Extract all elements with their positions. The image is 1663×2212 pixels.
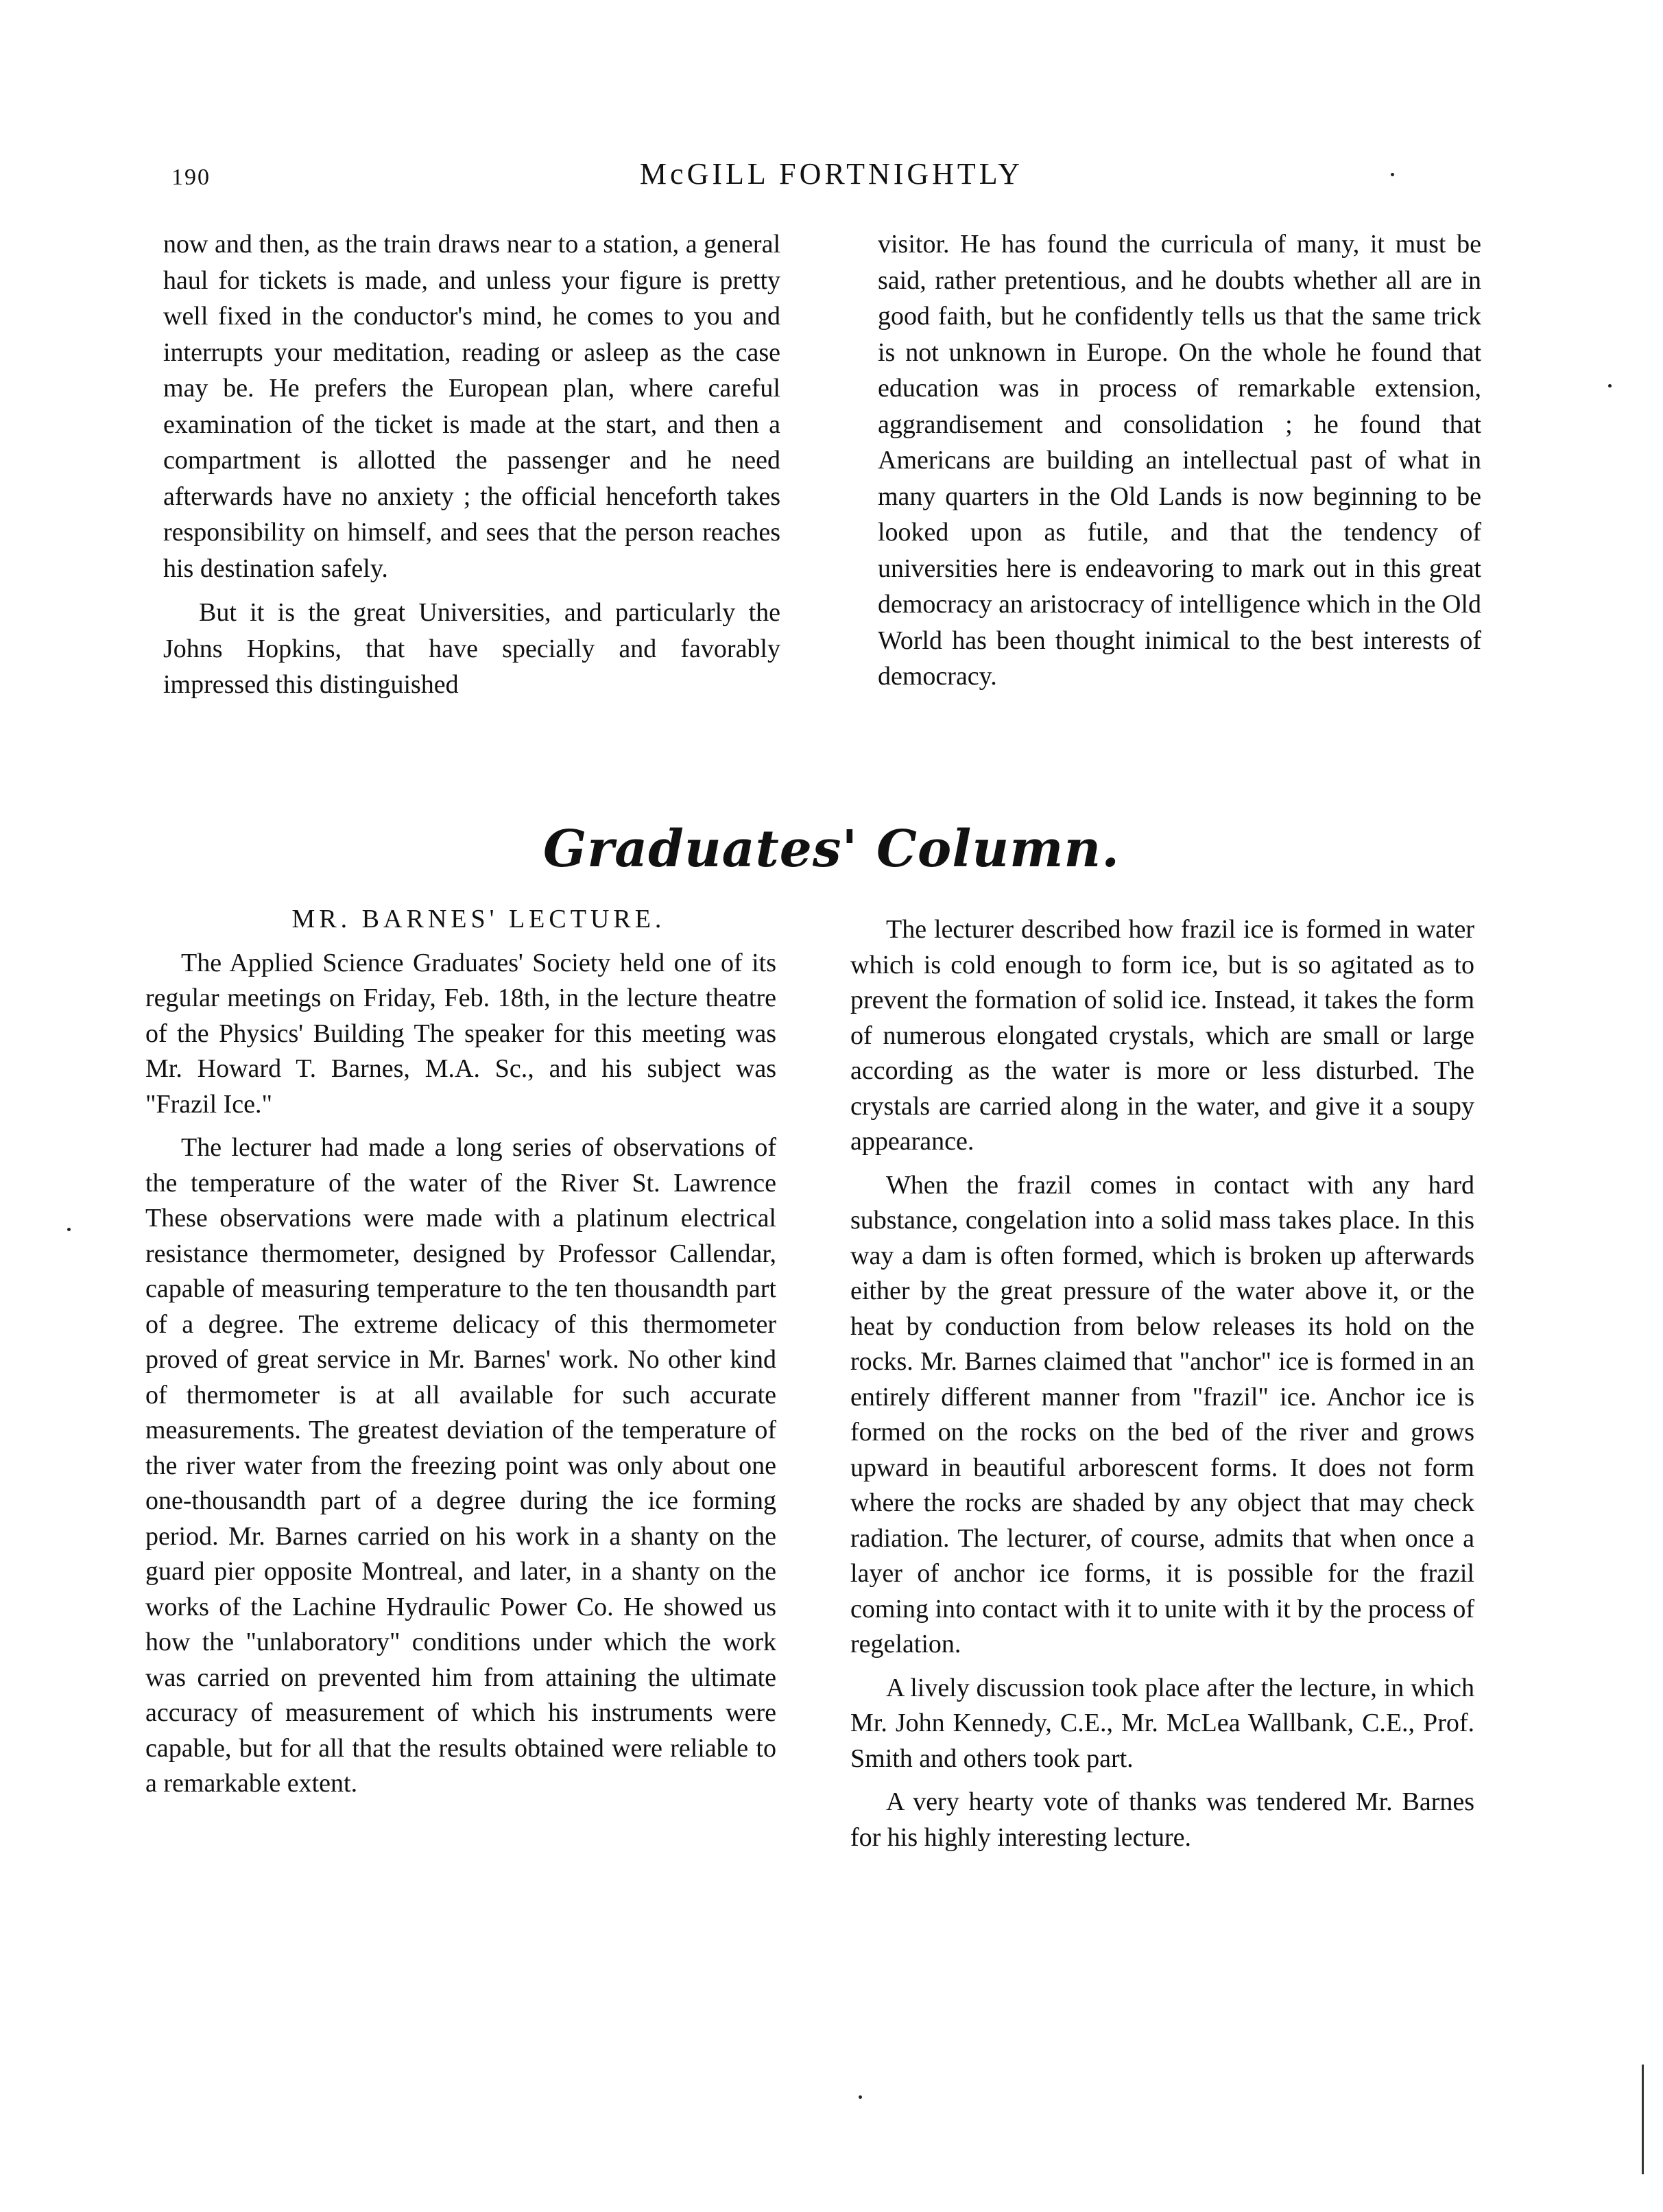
top-right-column xyxy=(878,226,1481,695)
scan-edge-mark xyxy=(1642,2065,1644,2174)
paragraph: A very hearty vote of thanks was tendered Mr. Barnes for his highly interesting lecture. xyxy=(850,1787,1474,1852)
ink-speck xyxy=(1608,384,1612,388)
page-number: 190 xyxy=(171,165,211,190)
paragraph: The Applied Science Graduates' Society held one of its regular meetings on Friday, Feb. 18th, in the lecture theatre of the Physics' Building The speaker for this meeting was Mr. Howard T. Barnes, M.A. Sc., and his subject was "Frazil Ice." xyxy=(145,948,776,1119)
ink-speck xyxy=(1391,173,1394,176)
section-title: Graduates' Column. xyxy=(543,820,1120,879)
paragraph: The lecturer described how frazil ice is formed in water which is cold enough to form ice, but is so agitated as to prevent the formation of solid ice. Instead, it takes the form of numerous elongated crystals, which are small or large according as the water is more or less disturbed. The crystals are carried along in the water, and give it a soupy appearance. xyxy=(850,915,1474,1156)
running-head: McGILL FORTNIGHTLY xyxy=(639,157,1024,191)
article-right-column xyxy=(850,912,1474,1855)
paragraph: But it is the great Universities, and particularly the Johns Hopkins, that have specially and favorably impressed this distinguished xyxy=(163,598,780,699)
top-left-column xyxy=(163,226,780,703)
article-heading: MR. BARNES' LECTURE. xyxy=(291,905,666,933)
paragraph: The lecturer had made a long series of observations of the temperature of the water of the River St. Lawrence These observations were made with a platinum electrical resistance thermometer, designed by Professor Callendar, capable of measuring temperature to the ten thousandth part of a degree. The extreme delicacy of this thermometer proved of great service in Mr. Barnes' work. No other kind of thermometer is at all available for such accurate measurements. The greatest deviation of the temperature of the river water from the freezing point was only about one one-thousandth part of a degree during the ice forming period. Mr. Barnes carried on his work in a shanty on the guard pier opposite Montreal, and later, in a shanty on the works of the Lachine Hydraulic Power Co. He showed us how the "unlaboratory" conditions under which the work was carried on prevented him from attaining the ultimate accuracy of measurement of which his instruments were capable, but for all that the results obtained were reliable to a remarkable extent. xyxy=(145,1133,776,1798)
paragraph: When the frazil comes in contact with any hard substance, congelation into a solid mass takes place. In this way a dam is often formed, which is broken up afterwards either by the great pressure of the water above it, or the heat by conduction from below releases its hold on the rocks. Mr. Barnes claimed that "anchor" ice is formed in an entirely different manner from "frazil" ice. Anchor ice is formed on the rocks on the bed of the river and grows upward in beautiful arborescent forms. It does not form where the rocks are shaded by any object that may check radiation. The lecturer, of course, admits that when once a layer of anchor ice forms, it is possible for the frazil coming into contact with it to unite with it by the process of regelation. xyxy=(850,1170,1474,1658)
paragraph: visitor. He has found the curricula of many, it must be said, rather pretentious, and he doubts whether all are in good faith, but he confidently tells us that the same trick is not unknown in Europe. On the whole he found that education was in process of remarkable extension, aggrandisement and consolidation ; he found that Americans are building an intellectual past of what in many quarters in the Old Lands is now beginning to be looked upon as futile, and that the tendency of universities here is endeavoring to mark out in this great democracy an aristocracy of intelligence which in the Old World has been thought inimical to the best interests of democracy. xyxy=(878,230,1481,691)
article-left-column xyxy=(145,902,776,1802)
paragraph: now and then, as the train draws near to a station, a general haul for tickets is made, and unless your figure is pretty well fixed in the conductor's mind, he comes to you and interrupts your meditation, reading or asleep as the case may be. He prefers the European plan, where careful examination of the ticket is made at the start, and then a compartment is allotted the passenger and he need afterwards have no anxiety ; the official henceforth takes responsibility on himself, and sees that the person reaches his destination safely. xyxy=(163,230,780,583)
paragraph: A lively discussion took place after the lecture, in which Mr. John Kennedy, C.E., Mr. McLea Wallbank, C.E., Prof. Smith and others took part. xyxy=(850,1673,1474,1773)
ink-speck xyxy=(67,1228,71,1231)
ink-speck xyxy=(859,2095,862,2099)
